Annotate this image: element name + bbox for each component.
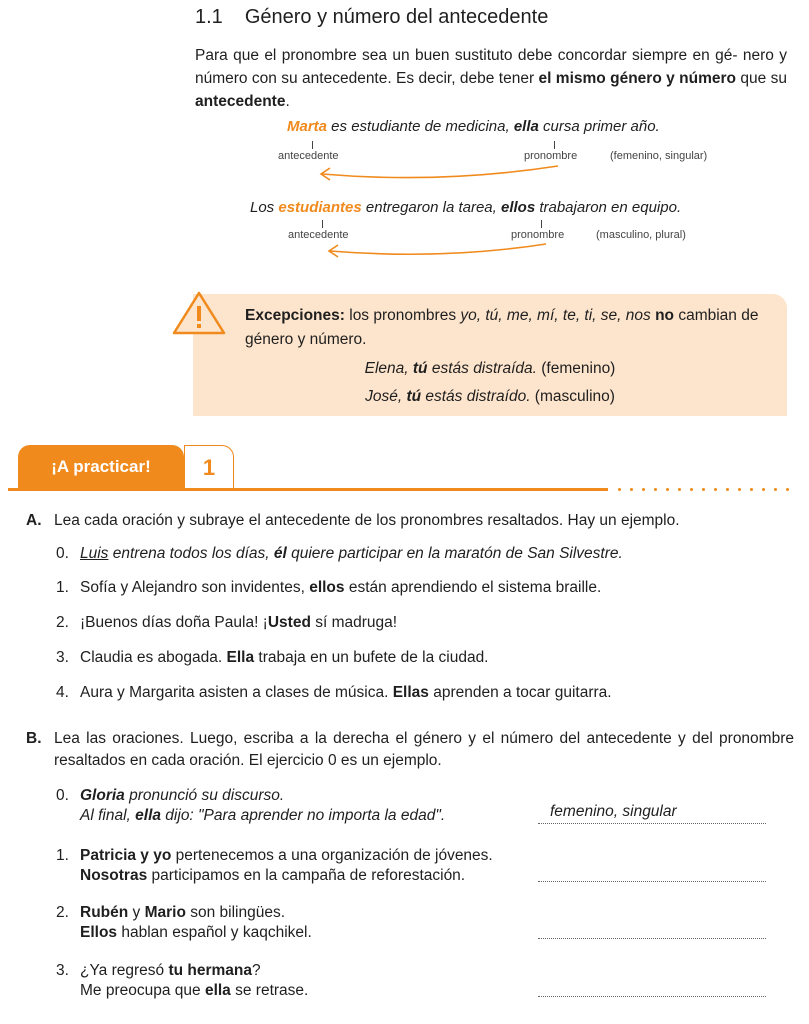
item3-line1-c: ? [252, 962, 261, 979]
intro-text-mid: que su [736, 70, 787, 87]
exercise-a-item [56, 545, 623, 563]
rule-dot [630, 488, 633, 491]
item-number: 4. [56, 684, 69, 701]
section-title [195, 6, 548, 29]
rule-dot [726, 488, 729, 491]
exceptions-no: no [655, 307, 675, 324]
rule-dot [774, 488, 777, 491]
item1-pronoun: Nosotras [80, 867, 148, 884]
rule-dot [762, 488, 765, 491]
example-sentence-1 [287, 118, 660, 135]
item2-pronoun: Ellos [80, 924, 118, 941]
rule-dot [738, 488, 741, 491]
rule-dot [702, 488, 705, 491]
item-text: ¡Buenos días doña Paula! ¡ [80, 614, 268, 631]
example1-text2: cursa primer año. [538, 118, 660, 135]
example2-arrow [312, 238, 552, 264]
exercise-b-text: Lea las oraciones. Luego, escriba a la derecha el género y el número del antecedente y del pronombre resaltados en cada oración. El ejercicio 0 es un ejemplo. [54, 730, 794, 769]
item-text-end: trabaja en un bufete de la ciudad. [254, 649, 489, 666]
item0-line2-c: dijo: "Para aprender no importa la edad". [161, 807, 446, 824]
item1-line2: participamos en la campaña de reforestación. [147, 867, 466, 884]
item2-antecedent-1: Rubén [80, 904, 129, 921]
exceptions-ex2-d: (masculino) [530, 388, 615, 405]
item-text-end: aprenden a tocar guitarra. [428, 684, 612, 701]
example1-tick-antecedent [312, 141, 313, 149]
exceptions-example-2 [193, 388, 787, 406]
item-number: 2. [56, 904, 69, 921]
intro-text: Para que el pronombre sea un buen sustituto debe concordar siempre en gé- nero y número con su antecedente. Es decir, debe tener [195, 47, 787, 87]
item-text-end: están aprendiendo el sistema braille. [344, 579, 602, 596]
practice-rule [8, 488, 608, 491]
item0-text: entrena todos los días, [108, 545, 274, 562]
item0-underlined-antecedent: Luis [80, 545, 109, 562]
example2-label-pronoun: pronombre [511, 229, 565, 241]
exceptions-text1: los pronombres [344, 307, 461, 324]
exercise-a-instructions [26, 510, 794, 532]
answer-line[interactable] [538, 937, 766, 939]
exceptions-ex1-c: estás distraída. [427, 360, 537, 377]
exercise-b-letter: B. [26, 730, 42, 747]
item3-line1-a: ¿Ya regresó [80, 962, 169, 979]
exceptions-ex2-a: José, [365, 388, 407, 405]
example1-text1: es estudiante de medicina, [327, 118, 514, 135]
item0-antecedent: Gloria [80, 787, 125, 804]
example1-pronoun: ella [513, 118, 539, 135]
item0-line2-a: Al final, [80, 807, 136, 824]
rule-dot [714, 488, 717, 491]
example1-note: (femenino, singular) [610, 150, 708, 162]
example2-label-antecedent: antecedente [288, 229, 349, 241]
example1-label-pronoun: pronombre [524, 150, 578, 162]
exercise-a-item [56, 649, 489, 667]
item-number: 1. [56, 579, 69, 596]
item-text-end: sí madruga! [310, 614, 398, 631]
example2-antecedent: estudiantes [278, 199, 362, 216]
answer-line[interactable] [538, 822, 766, 824]
practice-tab: ¡A practicar! [18, 445, 184, 489]
item-number: 1. [56, 847, 69, 864]
warning-triangle-icon [170, 289, 228, 337]
example1-tick-pronoun [554, 141, 555, 149]
exceptions-ex1-d: (femenino) [536, 360, 616, 377]
practice-number: 1 [184, 445, 234, 488]
item3-pronoun: ella [204, 982, 231, 999]
item3-line2-c: se retrase. [230, 982, 309, 999]
item-number: 0. [56, 545, 69, 562]
exceptions-text2: cambian de género y número. [245, 307, 759, 348]
intro-paragraph [195, 44, 787, 113]
answer-line[interactable] [538, 880, 766, 882]
rule-dot [618, 488, 621, 491]
exceptions-example-1 [193, 360, 787, 378]
intro-bold-2: antecedente [195, 93, 286, 110]
exceptions-ex2-c: estás distraído. [421, 388, 531, 405]
item-number: 0. [56, 787, 69, 804]
item0-pronoun: él [273, 545, 287, 562]
example2-tick-antecedent [322, 220, 323, 228]
item-pronoun: Ella [226, 649, 255, 666]
intro-text-end: . [285, 93, 290, 110]
example2-pronoun: ellos [500, 199, 536, 216]
item1-line1: pertenecemos a una organización de jóvenes. [171, 847, 493, 864]
item-number: 2. [56, 614, 69, 631]
exercise-b-instructions [26, 728, 794, 772]
exercise-a-letter: A. [26, 512, 42, 529]
item2-and: y [128, 904, 145, 921]
exercise-a-item [56, 684, 612, 702]
rule-dot [666, 488, 669, 491]
item-text: Aura y Margarita asisten a clases de música. [80, 684, 393, 701]
rule-dot [786, 488, 789, 491]
item2-line1: son bilingües. [185, 904, 286, 921]
exceptions-ex2-b: tú [406, 388, 422, 405]
exceptions-label: Excepciones: [245, 307, 345, 324]
exercise-a-text: Lea cada oración y subraye el antecedente de los pronombres resaltados. Hay un ejemplo. [54, 512, 680, 529]
example1-antecedent: Marta [287, 118, 328, 135]
item3-antecedent: tu hermana [168, 962, 253, 979]
rule-dot [690, 488, 693, 491]
example2-note: (masculino, plural) [596, 229, 686, 241]
item-pronoun: Usted [267, 614, 311, 631]
item-pronoun: Ellas [392, 684, 429, 701]
rule-dot [750, 488, 753, 491]
item-text: Sofía y Alejandro son invidentes, [80, 579, 310, 596]
exceptions-ex1-a: Elena, [364, 360, 413, 377]
item1-antecedent: Patricia y yo [80, 847, 172, 864]
example2-text2: trabajaron en equipo. [535, 199, 682, 216]
answer-line[interactable] [538, 995, 766, 997]
item-number: 3. [56, 649, 69, 666]
exceptions-list: yo, tú, me, mí, te, ti, se, nos [460, 307, 651, 324]
answer-example: femenino, singular [550, 803, 677, 820]
item-pronoun: ellos [309, 579, 345, 596]
intro-bold-1: el mismo género y número [538, 70, 736, 87]
exceptions-ex1-b: tú [412, 360, 428, 377]
item-text: Claudia es abogada. [80, 649, 227, 666]
example2-text1: entregaron la tarea, [361, 199, 501, 216]
item0-text-end: quiere participar en la maratón de San Silvestre. [286, 545, 623, 562]
item0-pronoun: ella [135, 807, 161, 824]
example1-arrow [300, 160, 565, 188]
exercise-a-item [56, 614, 397, 632]
rule-dot [654, 488, 657, 491]
item0-line1: pronunció su discurso. [124, 787, 285, 804]
rule-dot [678, 488, 681, 491]
item3-line2-a: Me preocupa que [80, 982, 205, 999]
exercise-a-item [56, 579, 601, 597]
item2-line2: hablan español y kaqchikel. [117, 924, 312, 941]
rule-dot [642, 488, 645, 491]
section-number: 1.1 [195, 6, 223, 28]
example2-tick-pronoun [541, 220, 542, 228]
item2-antecedent-2: Mario [144, 904, 186, 921]
item-number: 3. [56, 962, 69, 979]
exceptions-text [245, 304, 775, 352]
example-sentence-2 [250, 199, 681, 216]
example2-text0: Los [250, 199, 279, 216]
example1-label-antecedent: antecedente [278, 150, 339, 162]
exceptions-box [193, 294, 787, 416]
section-title-text: Género y número del antecedente [244, 6, 549, 28]
